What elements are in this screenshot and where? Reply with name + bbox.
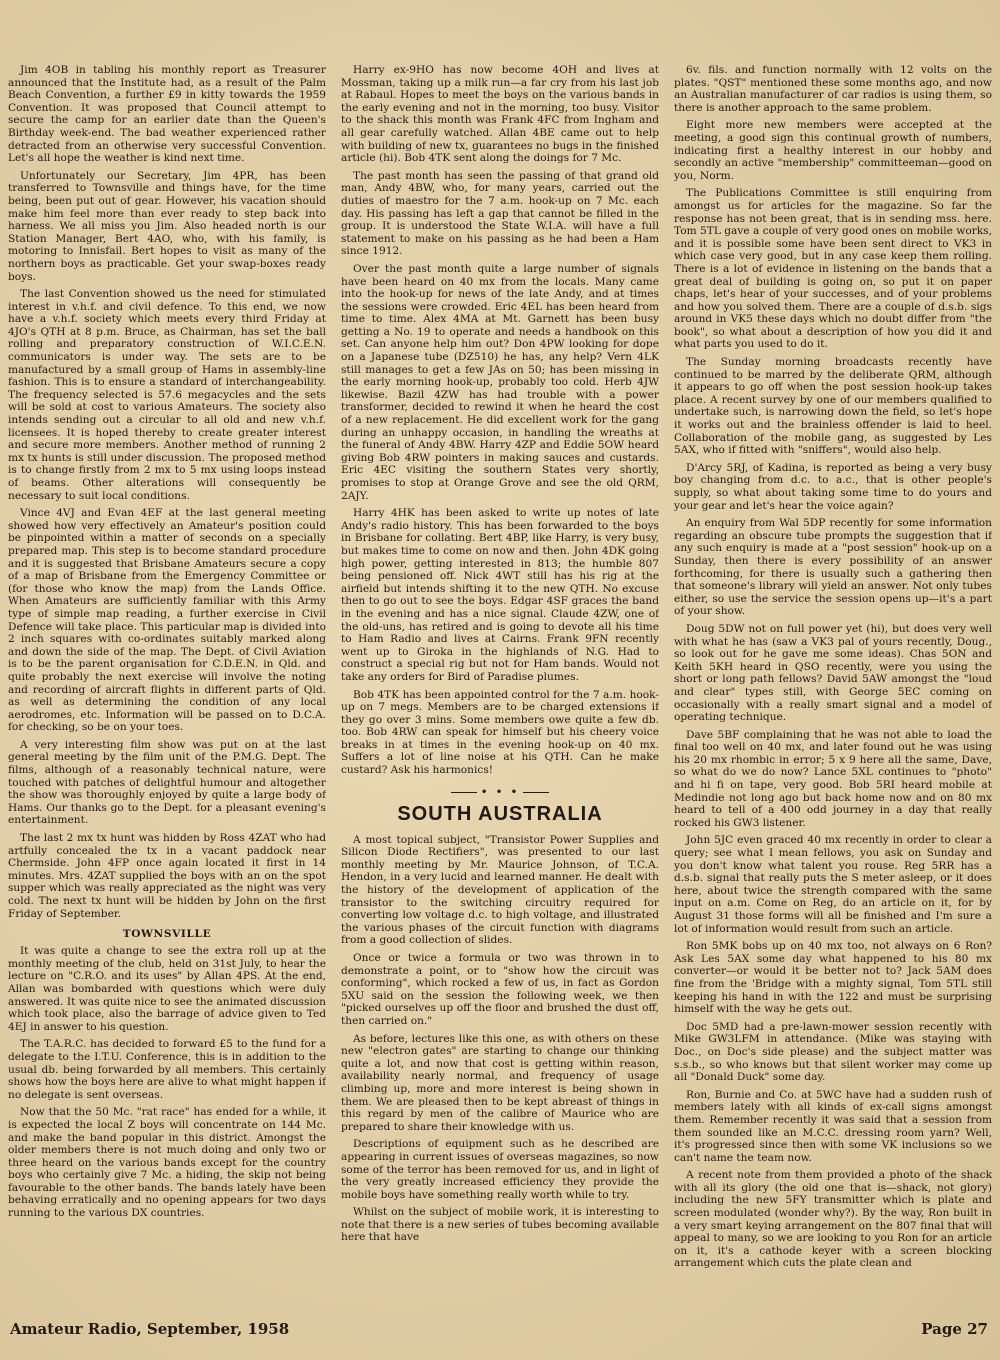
- paragraph: Over the past month quite a large number of signals have been heard on 40 mx from the locals. Many came into the hook-up for news of the late Andy, and at times the sessions were crowded. Eric 4EL has been heard from time to time. Alex 4MA at Mt. Garnett has been busy getting a No. 19 to operate and needs a handbook on this set. Can anyone help him out? Don 4PW looking for dope on a Japanese tube (DZ510) he has, any help? Vern 4LK still manages to get a few JAs on 50; has been missing in the early morning hook-up, probably too cold. Herb 4JW likewise. Bazil 4ZW has had trouble with a power transformer, decided to rewind it when he heard the cost of a new replacement. He did excellent work for the gang during an unhappy occasion, in handling the wreaths at the funeral of Andy 4BW. Harry 4ZP and Eddie 5OW heard giving Bob 4RW pointers in making sauces and custards. Eric 4EC visiting the southern States very shortly, promises to stop at Orange Grove and see the old QRM, 2AJY.: [341, 262, 659, 502]
- paragraph: The Publications Committee is still enquiring from amongst us for articles for the magazine. So far the response has not been great, that is in sending mss. here. Tom 5TL gave a couple of very good ones on mobile works, and it is possible some have been sent direct to VK3 in which case very good, but in any case keep them rolling. There is a lot of evidence in listening on the bands that a great deal of building is going on, so put it on paper chaps, let's hear of your successes, and of your problems and how you solved them. There are a couple of d.s.b. sigs around in VK5 these days which no doubt differ from "the book", so what about a description of how you did it and what parts you used to do it.: [674, 187, 992, 351]
- footer-publication: Amateur Radio, September, 1958: [10, 1320, 290, 1338]
- paragraph: Dave 5BF complaining that he was not able to load the final too well on 40 mx, and later found out he was using his 20 mx rhombic in error; 5 x 9 here all the same, Dave, so what do we do now? Lance 5XL continues to "photo" and hi fi on tape, very good. Bob 5RI heard mobile at Medindie not long ago but back home now and on 80 mx heard to tell of a 400 odd journey in a day that really rocked his GW3 listener.: [674, 728, 992, 829]
- paragraph: Once or twice a formula or two was thrown in to demonstrate a point, or to "show how the circuit was conforming", which rocked a few of us, in fact as Gordon 5XU said on the session the following week, we then "picked ourselves up off the floor and brushed the dust off, then carried on.": [341, 952, 659, 1027]
- paragraph: John 5JC even graced 40 mx recently in order to clear a query; see what I mean fellows, you ask on Sunday and you don't know what talent you rouse. Reg 5RR has a d.s.b. signal that really puts the S meter asleep, or it does here, about twice the strength compared with the same input on a.m. Come on Reg, do an article on it, for by August 31 those forms will all be finished and I'm sure a lot of information would result from such an article.: [674, 834, 992, 935]
- column-3: [674, 64, 992, 1290]
- paragraph: A recent note from them provided a photo of the shack with all its glory (the old one that is—shack, not glory) including the new 5FY transmitter which is plate and screen modulated (wonder why?). By the way, Ron built in a very smart keying arrangement on the 807 final that will appeal to many, so we are looking to you Ron for an article on it, it's a cathode keyer with a screen blocking arrangement which cuts the plate clean and: [674, 1169, 992, 1270]
- paragraph: Descriptions of equipment such as he described are appearing in current issues of overseas magazines, so now some of the terror has been removed for us, and in light of the very greatly increased efficiency they provide the mobile boys have something really worth while to try.: [341, 1138, 659, 1201]
- divider-dots: • • •: [480, 784, 520, 799]
- paragraph: The last Convention showed us the need for stimulated interest in v.h.f. and civil defence. To this end, we now have a v.h.f. society which meets every third Friday at 4JO's QTH at 8 p.m. Bruce, as Chairman, has set the ball rolling and preparatory construction of W.I.C.E.N. communicators is under way. The sets are to be manufactured by a small group of Hams in assembly-line fashion. This is to ensure a standard of interchangeability. The frequency selected is 57.6 megacycles and the sets will be sold at cost to various Amateurs. The society also intends sending out a circular to all old and new v.h.f. licensees. It is hoped thereby to create greater interest and secure more members. Another method of running 2 mx tx hunts is still under discussion. The proposed method is to change firstly from 2 mx to 5 mx using loops instead of beams. Other alterations will consequently be necessary to suit local conditions.: [8, 288, 326, 502]
- paragraph: Whilst on the subject of mobile work, it is interesting to note that there is a new series of tubes becoming available here that have: [341, 1206, 659, 1244]
- paragraph: Doc 5MD had a pre-lawn-mower session recently with Mike GW3LFM in attendance. (Mike was staying with Doc., on Doc's side please) and the subject matter was s.s.b., so who knows but that silent worker may come up all "Donald Duck" some day.: [674, 1020, 992, 1084]
- paragraph: Doug 5DW not on full power yet (hi), but does very well with what he has (saw a VK3 pal of yours recently, Doug., so look out for he gave me some ideas). Chas 5ON and Keith 5KH heard in QSO recently, were you using the short or long path fellows? David 5AW amongst the "loud and clear" types still, with George 5EC coming on occasionally with a really smart signal and a model of operating technique.: [674, 622, 992, 724]
- paragraph: Bob 4TK has been appointed control for the 7 a.m. hook-up on 7 megs. Members are to be charged extensions if they go over 3 mins. Some members owe quite a few db. too. Bob 4RW can speak for himself but his cheery voice breaks in at times in the evening hook-up on 40 mx. Suffers a lot of line noise at his QTH. Can he make custard? Ask his harmonics!: [341, 688, 659, 777]
- paragraph: Harry 4HK has been asked to write up notes of late Andy's radio history. This has been forwarded to the boys in Brisbane for collating. Bert 4BP, like Harry, is very busy, but makes time to come on now and then. John 4DK going high power, getting interested in 813; the humble 807 being pensioned off. Nick 4WT still has his rig at the airfield but intends shifting it to the new QTH. No excuse then to go out to see the boys. Edgar 4SF graces the band in the evening and has a nice signal. Claude 4ZW, one of the old-uns, has retired and is going to devote all his time to Ham Radio and lives at Cairns. Frank 9FN recently went up to Giroka in the highlands of N.G. Had to construct a special rig but not for Ham bands. Would not take any orders for Bird of Paradise plumes.: [341, 507, 659, 683]
- south-australia-heading: SOUTH AUSTRALIA: [397, 802, 603, 825]
- paragraph: Ron, Burnie and Co. at 5WC have had a sudden rush of members lately with all kinds of ex-call signs amongst them. Remember recently it was said that a session from them sounded like an M.C.C. dressing room yarn? Well, it's progressed since then with some VK inclusions so we can't name the team now.: [674, 1088, 992, 1164]
- paragraph: Unfortunately our Secretary, Jim 4PR, has been transferred to Townsville and things have, for the time being, been put out of gear. However, his vacation should make him feel more than ever ready to step back into harness. We all miss you Jim. Also headed north is our Station Manager, Bert 4AO, who, with his family, is motoring to Innisfail. Bert hopes to visit as many of the northern boys as practicable. Get your swap-boxes ready boys.: [8, 169, 326, 283]
- column-1: [8, 64, 326, 1290]
- paragraph: 6v. fils. and function normally with 12 volts on the plates. "QST" mentioned these some months ago, and now an Australian manufacturer of car radios is using them, so there is another approach to the same problem.: [674, 64, 992, 114]
- divider-rule-left: [451, 792, 477, 793]
- paragraph: A most topical subject, "Transistor Power Supplies and Silicon Diode Rectifiers", was presented to our last monthly meeting by Mr. Maurice Johnson, of T.C.A. Hendon, in a very lucid and learned manner. He dealt with the history of the development of application of the transistor to the switching circuitry required for converting low voltage d.c. to high voltage, and illustrated the various phases of the circuit function with diagrams from a good collection of slides.: [341, 833, 659, 947]
- paragraph: Harry ex-9HO has now become 4OH and lives at Mossman, taking up a milk run—a far cry from his last job at Rabaul. Hopes to meet the boys on the various bands in the early evening and not in the morning, too busy. Visitor to the shack this month was Frank 4FC from Ingham and all gear carefully watched. Allan 4BE came out to help with building of new tx, guarantees no bugs in the finished article (hi). Bob 4TK sent along the doings for 7 Mc.: [341, 64, 659, 165]
- footer-page-number: Page 27: [921, 1320, 988, 1338]
- column-2: [341, 64, 659, 1290]
- paragraph: The last 2 mx tx hunt was hidden by Ross 4ZAT who had artfully concealed the tx in a vacant paddock near Chermside. John 4FP once again located it first in 14 minutes. Mrs. 4ZAT supplied the boys with an on the spot supper which was really appreciated as the night was very cold. The next tx hunt will be hidden by John on the first Friday of September.: [8, 832, 326, 920]
- paragraph: It was quite a change to see the extra roll up at the monthly meeting of the club, held on 31st July, to hear the lecture on "C.R.O. and its uses" by Allan 4PS. At the end, Allan was bombarded with questions which were duly answered. It was quite nice to see the animated discussion which took place, also the barrage of advice given to Ted 4EJ in answer to his question.: [8, 945, 326, 1033]
- paragraph: Vince 4VJ and Evan 4EF at the last general meeting showed how very effectively an Amateur's position could be pinpointed within a matter of seconds on a specially prepared map. This step is to become standard procedure and it is suggested that Brisbane Amateurs secure a copy of a map of Brisbane from the Emergency Committee or (for those who know the map) from the Lands Office. When Amateurs are sufficiently familiar with this Army type of simple map reading, a further exercise in Civil Defence will take place. This particular map is divided into 2 inch squares with co-ordinates suitably marked along and down the side of the map. The Dept. of Civil Aviation is to be the parent organisation for C.D.E.N. in Qld. and quite probably the next exercise will involve the noting and recording of aircraft flights in different parts of Qld. as well as determining the condition of any local aerodromes, etc. Information will be passed on to D.C.A. for checking, so be on your toes.: [8, 507, 326, 734]
- paragraph: As before, lectures like this one, as with others on these new "electron gates" are starting to change our thinking quite a lot, and now that cost is getting within reason, availability nearly normal, and frequency of usage climbing up, more and more interest is being shown in them. We are pleased then to be kept abreast of things in this regard by men of the calibre of Maurice who are prepared to share their knowledge with us.: [341, 1032, 659, 1133]
- paragraph: The Sunday morning broadcasts recently have continued to be marred by the deliberate QRM, although it appears to go off when the post session hook-up takes place. A recent survey by one of our members qualified to undertake such, is narrowing down the field, so let's hope it works out and the brainless offender is laid to heel. Collaboration of the mobile gang, as suggested by Les 5AX, who if fitted with "sniffers", would also help.: [674, 356, 992, 457]
- paragraph: Ron 5MK bobs up on 40 mx too, not always on 6 Ron? Ask Les 5AX some day what happened to his 80 mx converter—or would it be better not to? Jack 5AM does fine from the 'Bridge with a mighty signal, Tom 5TL still keeping his hand in with the 122 and must be surprising himself with the way he gets out.: [674, 940, 992, 1016]
- townsville-subheading: TOWNSVILLE: [122, 928, 212, 941]
- paragraph: An enquiry from Wal 5DP recently for some information regarding an obscure tube prompts the suggestion that if any such enquiry is made at a "post session" hook-up on a Sunday, then there is every possibility of an answer forthcoming, for there is usually such a gathering then that someone's library will yield an answer. Not only tubes either, so use the service the session opens up—it's a part of your show.: [674, 517, 992, 618]
- paragraph: The past month has seen the passing of that grand old man, Andy 4BW, who, for many years, carried out the duties of maestro for the 7 a.m. hook-up on 7 Mc. each day. His passing has left a gap that cannot be filled in the group. It is understood the State W.I.A. will have a full statement to make on his passing as he had been a Ham since 1912.: [341, 169, 659, 258]
- divider-rule-right: [523, 792, 549, 793]
- paragraph: Jim 4OB in tabling his monthly report as Treasurer announced that the Institute had, as a result of the Palm Beach Convention, a further £9 in kitty towards the 1959 Convention. It was proposed that Council attempt to secure the camp for an earlier date than the Queen's Birthday week-end. The bad weather experienced rather detracted from an otherwise very successful Convention. Let's all hope the weather is kind next time.: [8, 64, 326, 165]
- paragraph: The T.A.R.C. has decided to forward £5 to the fund for a delegate to the I.T.U. Conference, this is in addition to the usual db. being forwarded by all members. This certainly shows how the boys here are alive to what might happen if no delegate is sent overseas.: [8, 1038, 326, 1101]
- paragraph: D'Arcy 5RJ, of Kadina, is reported as being a very busy boy changing from d.c. to a.c., that is other people's supply, so what about taking some time to do yours and your gear and let's hear the voice again?: [674, 461, 992, 512]
- section-divider: [341, 785, 659, 799]
- paragraph: Eight more new members were accepted at the meeting, a good sign this continual growth of numbers, indicating first a healthy interest in our hobby and secondly an active "membership" committeeman—good on you, Norm.: [674, 119, 992, 182]
- paragraph: Now that the 50 Mc. "rat race" has ended for a while, it is expected the local Z boys will concentrate on 144 Mc. and make the band popular in this district. Amongst the older members there is not much doing and only two or three heard on the various bands except for the country boys who certainly give 7 Mc. a hiding, the skip not being favourable to the other bands. The bands lately have been behaving erratically and no opening appears for two days running to the various DX countries.: [8, 1106, 326, 1220]
- paragraph: A very interesting film show was put on at the last general meeting by the film unit of the P.M.G. Dept. The films, although of a reasonably technical nature, were touched with patches of delightful humour and altogether the show was thoroughly enjoyed by quite a large body of Hams. Our thanks go to the Dept. for a pleasant evening's entertainment.: [8, 738, 326, 827]
